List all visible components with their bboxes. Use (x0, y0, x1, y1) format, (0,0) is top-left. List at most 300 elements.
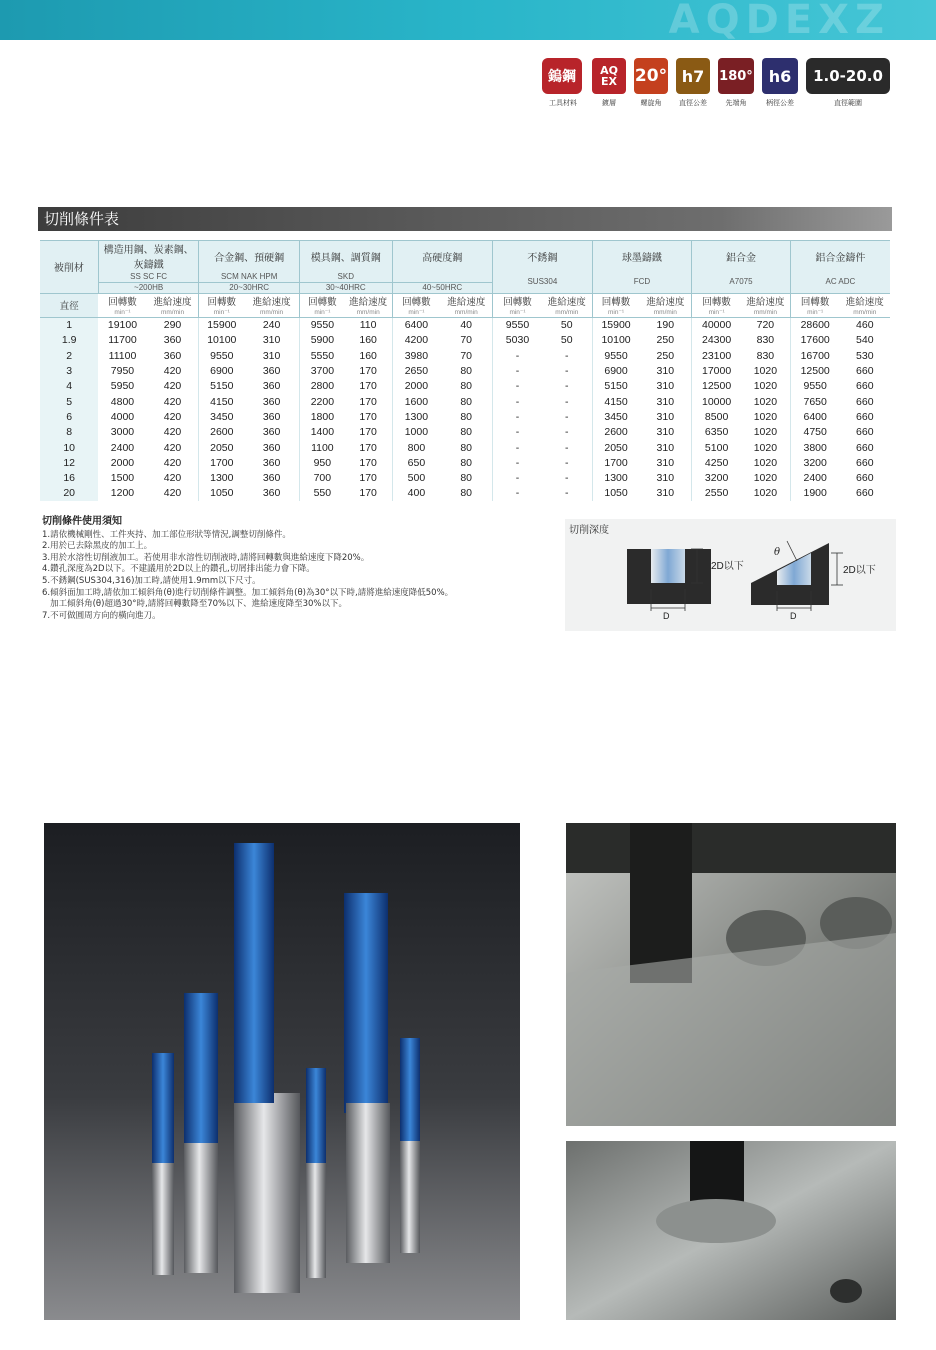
feed-cell: 310 (656, 380, 675, 393)
depth-label-right: 2D以下 (843, 565, 876, 576)
rpm-cell: 1700 (199, 455, 244, 470)
feed-cell: 830 (756, 349, 775, 362)
feed-cell: 420 (163, 441, 182, 454)
feed-cell: 170 (359, 441, 377, 454)
rpm-cell: 650 (392, 455, 440, 470)
feed-cell: 80 (460, 441, 473, 454)
feed-unit: mm/min (440, 308, 492, 318)
tolerance-badge-icon: h7 (676, 58, 710, 94)
rpm-header: 回轉數 (98, 293, 146, 308)
rpm-cell: 23100 (692, 348, 741, 363)
feed-cell: 1020 (753, 487, 778, 500)
feed-header: 進給速度 (639, 293, 691, 308)
rpm-cell: 700 (299, 470, 344, 485)
section-header (38, 207, 892, 231)
rpm-cell: 8500 (692, 409, 741, 424)
feed-cell: 170 (359, 472, 377, 485)
feed-cell: 420 (163, 472, 182, 485)
spec-helix: 20° 螺旋角 (634, 58, 668, 108)
table-row (40, 379, 890, 394)
diameter-cell: 3 (40, 363, 98, 378)
feed-cell: 420 (163, 426, 182, 439)
feed-header: 進給速度 (542, 293, 592, 308)
rpm-cell: 2600 (592, 425, 639, 440)
group-grade: SKD (299, 271, 392, 282)
feed-cell: 310 (656, 365, 675, 378)
feed-cell: 190 (639, 318, 691, 333)
feed-cell: 660 (856, 487, 874, 500)
feed-cell: 240 (244, 318, 299, 333)
helix-badge-icon: 20° (634, 58, 668, 94)
feed-cell: 720 (741, 318, 790, 333)
rpm-cell: - (493, 425, 542, 440)
feed-cell: 1020 (753, 426, 778, 439)
rpm-cell: 15900 (199, 318, 244, 333)
rpm-cell: 1900 (790, 486, 839, 501)
note-item: 5.不銹鋼(SUS304,316)加工時,請使用1.9mm以下尺寸。 (42, 575, 261, 586)
rpm-cell: - (493, 486, 542, 501)
rpm-cell: 500 (392, 470, 440, 485)
rpm-cell: 5950 (110, 380, 135, 393)
feed-cell: 310 (656, 487, 675, 500)
rpm-unit: min⁻¹ (98, 308, 146, 318)
spec-shank-tolerance: h6 柄徑公差 (762, 58, 798, 108)
rpm-cell: 6350 (692, 425, 741, 440)
rpm-unit: min⁻¹ (299, 308, 344, 318)
feed-cell: 80 (460, 410, 473, 423)
feed-cell: 660 (856, 456, 874, 469)
rpm-cell: 5030 (493, 333, 542, 348)
feed-cell: 360 (262, 456, 281, 469)
rpm-cell: 4150 (199, 394, 244, 409)
group-grade: FCD (592, 271, 692, 293)
feed-header: 進給速度 (440, 293, 492, 308)
end-mill-1 (152, 1053, 174, 1275)
feed-cell: 310 (656, 426, 675, 439)
feed-cell: - (565, 410, 569, 423)
rpm-cell: 550 (299, 486, 344, 501)
feed-cell: 110 (345, 318, 392, 333)
rpm-cell: 1800 (299, 409, 344, 424)
group-name: 合金鋼、預硬鋼 (199, 241, 300, 272)
rpm-unit: min⁻¹ (692, 308, 741, 318)
rpm-cell: 2400 (790, 470, 839, 485)
rpm-cell: 15900 (592, 318, 639, 333)
feed-cell: 310 (656, 395, 675, 408)
rpm-cell: 400 (392, 486, 440, 501)
table-row (40, 440, 890, 455)
feed-cell: 420 (163, 395, 182, 408)
rpm-cell: 11700 (108, 334, 137, 347)
rpm-cell: 4750 (790, 425, 839, 440)
feed-cell: 1020 (753, 410, 778, 423)
diameter-cell: 1.9 (40, 333, 98, 348)
feed-cell: - (565, 395, 569, 408)
feed-cell: 660 (856, 380, 874, 393)
rpm-unit: min⁻¹ (392, 308, 440, 318)
rpm-cell: 11100 (108, 349, 137, 362)
range-badge-icon: 1.0-20.0 (806, 58, 890, 94)
feed-cell: 830 (756, 334, 775, 347)
feed-unit: mm/min (840, 308, 890, 318)
rpm-cell: 9550 (592, 348, 639, 363)
group-hardness: 30~40HRC (299, 282, 392, 293)
feed-cell: 170 (359, 365, 377, 378)
feed-cell: 310 (656, 441, 675, 454)
table-row (40, 409, 890, 424)
rpm-cell: 2000 (110, 456, 135, 469)
rpm-cell: 1400 (299, 425, 344, 440)
feed-cell: 310 (656, 472, 675, 485)
feed-cell: 310 (262, 334, 281, 347)
feed-cell: - (565, 456, 569, 469)
feed-unit: mm/min (542, 308, 592, 318)
point-angle-badge-icon: 180° (718, 58, 754, 94)
feed-cell: - (565, 472, 569, 485)
feed-cell: 420 (163, 410, 182, 423)
notes-title: 切削條件使用須知 (42, 516, 122, 527)
rpm-cell: - (493, 363, 542, 378)
end-mill-4 (306, 1068, 326, 1278)
spec-point-angle: 180° 先端角 (718, 58, 754, 108)
feed-cell: 1020 (753, 365, 778, 378)
rpm-header: 回轉數 (790, 293, 839, 308)
rpm-cell: 1500 (110, 472, 135, 485)
rpm-cell: 2600 (199, 425, 244, 440)
rpm-cell: 9550 (790, 379, 839, 394)
cutting-depth-panel (565, 519, 896, 631)
shank-tolerance-badge-icon: h6 (762, 58, 798, 94)
feed-cell: 80 (460, 380, 473, 393)
rpm-cell: 1300 (392, 409, 440, 424)
rpm-cell: 6400 (790, 409, 839, 424)
rpm-cell: 5150 (199, 379, 244, 394)
feed-header: 進給速度 (345, 293, 392, 308)
feed-cell: 170 (359, 395, 377, 408)
rpm-cell: - (493, 440, 542, 455)
feed-cell: 40 (440, 318, 492, 333)
rpm-cell: 1300 (592, 470, 639, 485)
feed-unit: mm/min (244, 308, 299, 318)
rpm-cell: 16700 (790, 348, 839, 363)
end-mill-product-photo (44, 823, 520, 1320)
feed-cell: 250 (656, 349, 675, 362)
rpm-cell: 1100 (299, 440, 344, 455)
inclined-drill-diagram (751, 541, 843, 611)
rpm-header: 回轉數 (199, 293, 244, 308)
diameter-cell: 10 (40, 440, 98, 455)
rpm-cell: 3700 (299, 363, 344, 378)
rpm-cell: 17600 (790, 333, 839, 348)
rpm-header: 回轉數 (493, 293, 542, 308)
group-name: 不銹鋼 (493, 241, 593, 272)
feed-cell: 660 (856, 426, 874, 439)
feed-cell: 1020 (753, 380, 778, 393)
brand-watermark: AQDEXZ (668, 0, 890, 43)
rpm-cell: 12500 (692, 379, 741, 394)
rpm-cell: 2000 (392, 379, 440, 394)
rpm-cell: 2800 (299, 379, 344, 394)
rpm-cell: 1050 (592, 486, 639, 501)
rpm-cell: - (493, 379, 542, 394)
rpm-cell: 10000 (692, 394, 741, 409)
rpm-cell: 24300 (692, 333, 741, 348)
feed-cell: 310 (262, 349, 281, 362)
rpm-header: 回轉數 (299, 293, 344, 308)
feed-cell: 360 (262, 472, 281, 485)
group-hardness: 40~50HRC (392, 282, 493, 293)
rpm-cell: 28600 (790, 318, 839, 333)
rpm-cell: 5550 (299, 348, 344, 363)
rpm-cell: 6900 (199, 363, 244, 378)
feed-cell: 360 (262, 487, 281, 500)
feed-cell: 360 (262, 410, 281, 423)
group-name: 鋁合金鑄件 (790, 241, 890, 272)
material-label: 被削材 (40, 241, 98, 294)
rpm-cell: 800 (392, 440, 440, 455)
feed-header: 進給速度 (741, 293, 790, 308)
rpm-cell: 6900 (592, 363, 639, 378)
feed-cell: 360 (163, 349, 182, 362)
feed-cell: 80 (460, 426, 473, 439)
rpm-cell: 5100 (692, 440, 741, 455)
diameter-cell: 6 (40, 409, 98, 424)
feed-cell: - (565, 487, 569, 500)
group-grade: A7075 (692, 271, 791, 293)
rpm-cell: - (493, 470, 542, 485)
group-hardness: ~200HB (98, 282, 199, 293)
feed-cell: 660 (856, 472, 874, 485)
rpm-cell: 2650 (392, 363, 440, 378)
feed-cell: 1020 (753, 441, 778, 454)
group-hardness: 20~30HRC (199, 282, 300, 293)
diameter-cell: 16 (40, 470, 98, 485)
rpm-header: 回轉數 (392, 293, 440, 308)
feed-cell: 160 (359, 349, 377, 362)
table-row (40, 425, 890, 440)
feed-cell: 360 (262, 441, 281, 454)
feed-cell: 170 (359, 410, 377, 423)
rpm-cell: 1600 (392, 394, 440, 409)
diameter-cell: 12 (40, 455, 98, 470)
rpm-cell: 3200 (692, 470, 741, 485)
feed-cell: 1020 (753, 395, 778, 408)
feed-cell: 660 (856, 410, 874, 423)
feed-cell: 170 (359, 380, 377, 393)
rpm-cell: 7650 (790, 394, 839, 409)
feed-cell: 360 (262, 380, 281, 393)
feed-cell: 170 (359, 456, 377, 469)
rpm-cell: 10100 (199, 333, 244, 348)
d-label-right: D (790, 611, 797, 621)
feed-cell: 1020 (753, 456, 778, 469)
diameter-label: 直徑 (40, 293, 98, 318)
rpm-cell: 1050 (199, 486, 244, 501)
diameter-cell: 4 (40, 379, 98, 394)
rpm-cell: 3450 (199, 409, 244, 424)
note-item: 7.不可做圓周方向的橫向進刀。 (42, 610, 161, 621)
rpm-cell: 4200 (392, 333, 440, 348)
rpm-cell: 19100 (98, 318, 146, 333)
rpm-cell: 6400 (392, 318, 440, 333)
feed-cell: 50 (560, 334, 573, 347)
feed-unit: mm/min (741, 308, 790, 318)
feed-cell: 170 (359, 487, 377, 500)
spec-coating: AQ EX 鍍層 (592, 58, 626, 108)
feed-header: 進給速度 (244, 293, 299, 308)
end-mill-6 (400, 1038, 420, 1253)
machining-photo-bottom (566, 1141, 896, 1320)
rpm-cell: 2050 (199, 440, 244, 455)
spec-material: 鎢鋼 工具材料 (542, 58, 584, 108)
group-grade: SCM NAK HPM (199, 271, 300, 282)
depth-diagram (565, 519, 896, 631)
table-row (40, 333, 890, 348)
table-row (40, 394, 890, 409)
rpm-cell: 5900 (299, 333, 344, 348)
rpm-cell: 3980 (392, 348, 440, 363)
rpm-unit: min⁻¹ (592, 308, 639, 318)
rpm-cell: 7950 (110, 365, 135, 378)
spec-diameter-range: 1.0-20.0 直徑範圍 (806, 58, 890, 108)
feed-cell: 80 (460, 365, 473, 378)
feed-cell: 660 (856, 365, 874, 378)
feed-unit: mm/min (345, 308, 392, 318)
rpm-cell: 17000 (692, 363, 741, 378)
table-row (40, 486, 890, 501)
spec-diameter-tolerance: h7 直徑公差 (676, 58, 710, 108)
rpm-cell: - (493, 348, 542, 363)
feed-cell: 420 (163, 487, 182, 500)
group-name: 鋁合金 (692, 241, 791, 272)
feed-cell: 70 (460, 349, 473, 362)
rpm-cell: 1300 (199, 470, 244, 485)
rpm-cell: 4150 (592, 394, 639, 409)
cutting-conditions-table (40, 240, 890, 501)
rpm-cell: 4250 (692, 455, 741, 470)
rpm-cell: 3800 (790, 440, 839, 455)
depth-title: 切削深度 (569, 525, 609, 536)
rpm-cell: 9550 (493, 318, 542, 333)
feed-cell: 530 (856, 349, 874, 362)
feed-cell: 420 (163, 365, 182, 378)
header-band (0, 0, 936, 43)
diameter-cell: 5 (40, 394, 98, 409)
feed-header: 進給速度 (840, 293, 890, 308)
table-row (40, 348, 890, 363)
feed-cell: 660 (856, 441, 874, 454)
feed-cell: 80 (460, 456, 473, 469)
feed-cell: 460 (840, 318, 890, 333)
d-label-left: D (663, 611, 670, 621)
feed-cell: 80 (460, 472, 473, 485)
rpm-cell: 5150 (592, 379, 639, 394)
section-title: 切削條件表 (44, 210, 120, 228)
feed-cell: 660 (856, 395, 874, 408)
rpm-cell: 1700 (592, 455, 639, 470)
end-mill-5 (344, 893, 390, 1263)
rpm-cell: 2200 (299, 394, 344, 409)
material-badge-icon: 鎢鋼 (542, 58, 582, 94)
straight-drill-diagram (627, 549, 711, 611)
feed-cell: 360 (262, 395, 281, 408)
rpm-header: 回轉數 (592, 293, 639, 308)
feed-cell: 310 (656, 410, 675, 423)
depth-label-left: 2D以下 (711, 561, 744, 572)
table-row (40, 363, 890, 378)
table-row (40, 318, 890, 333)
rpm-unit: min⁻¹ (790, 308, 839, 318)
theta-label: θ (774, 547, 781, 558)
rpm-unit: min⁻¹ (493, 308, 542, 318)
group-grade (392, 271, 493, 282)
note-item: 6.傾斜面加工時,請依加工傾斜角(θ)進行切削條件調整。加工傾斜角(θ)為30°以下時,請將進給速度降低50%。 (42, 587, 454, 598)
feed-cell: - (565, 349, 569, 362)
table-row (40, 470, 890, 485)
feed-cell: 540 (856, 334, 874, 347)
feed-header: 進給速度 (147, 293, 199, 308)
group-name: 高硬度鋼 (392, 241, 493, 272)
rpm-cell: - (493, 455, 542, 470)
feed-cell: - (565, 365, 569, 378)
feed-cell: - (565, 380, 569, 393)
note-item: 3.用於水溶性切削液加工。若使用非水溶性切削液時,請將回轉數與進給速度下降20%。 (42, 552, 370, 563)
rpm-cell: 2550 (692, 486, 741, 501)
note-item: 加工傾斜角(θ)超過30°時,請將回轉數降至70%以下、進給速度降至30%以下。 (42, 599, 347, 610)
group-name: 球墨鑄鐵 (592, 241, 692, 272)
group-name: 模具鋼、調質鋼 (299, 241, 392, 272)
group-grade: SUS304 (493, 271, 593, 293)
note-item: 2.用於已去除黑皮的加工上。 (42, 541, 153, 552)
rpm-cell: 2400 (110, 441, 135, 454)
rpm-cell: 2050 (592, 440, 639, 455)
feed-cell: 50 (542, 318, 592, 333)
end-mill-2 (184, 993, 218, 1273)
feed-cell: 80 (460, 487, 473, 500)
usage-notes (42, 516, 542, 622)
feed-cell: 360 (262, 426, 281, 439)
rpm-cell: - (493, 394, 542, 409)
feed-cell: 80 (460, 395, 473, 408)
group-grade: AC ADC (790, 271, 890, 293)
rpm-cell: 1200 (110, 487, 135, 500)
feed-cell: 160 (359, 334, 377, 347)
note-item: 1.請依機械剛性、工件夾持、加工部位形狀等情況,調整切削條件。 (42, 529, 291, 540)
rpm-cell: 950 (299, 455, 344, 470)
machining-photo-top (566, 823, 896, 1126)
coating-badge-icon: AQ EX (592, 58, 626, 94)
feed-cell: - (565, 426, 569, 439)
rpm-header: 回轉數 (692, 293, 741, 308)
feed-cell: 70 (460, 334, 473, 347)
rpm-cell: 40000 (692, 318, 741, 333)
feed-unit: mm/min (639, 308, 691, 318)
rpm-cell: 3200 (790, 455, 839, 470)
feed-cell: 1020 (753, 472, 778, 485)
rpm-cell: 9550 (299, 318, 344, 333)
feed-cell: - (565, 441, 569, 454)
feed-cell: 420 (163, 456, 182, 469)
diameter-cell: 2 (40, 348, 98, 363)
feed-cell: 310 (656, 456, 675, 469)
feed-unit: mm/min (147, 308, 199, 318)
feed-cell: 290 (147, 318, 199, 333)
diameter-cell: 8 (40, 425, 98, 440)
feed-cell: 360 (163, 334, 182, 347)
rpm-cell: 9550 (199, 348, 244, 363)
rpm-cell: 4000 (110, 410, 135, 423)
rpm-cell: 10100 (592, 333, 639, 348)
